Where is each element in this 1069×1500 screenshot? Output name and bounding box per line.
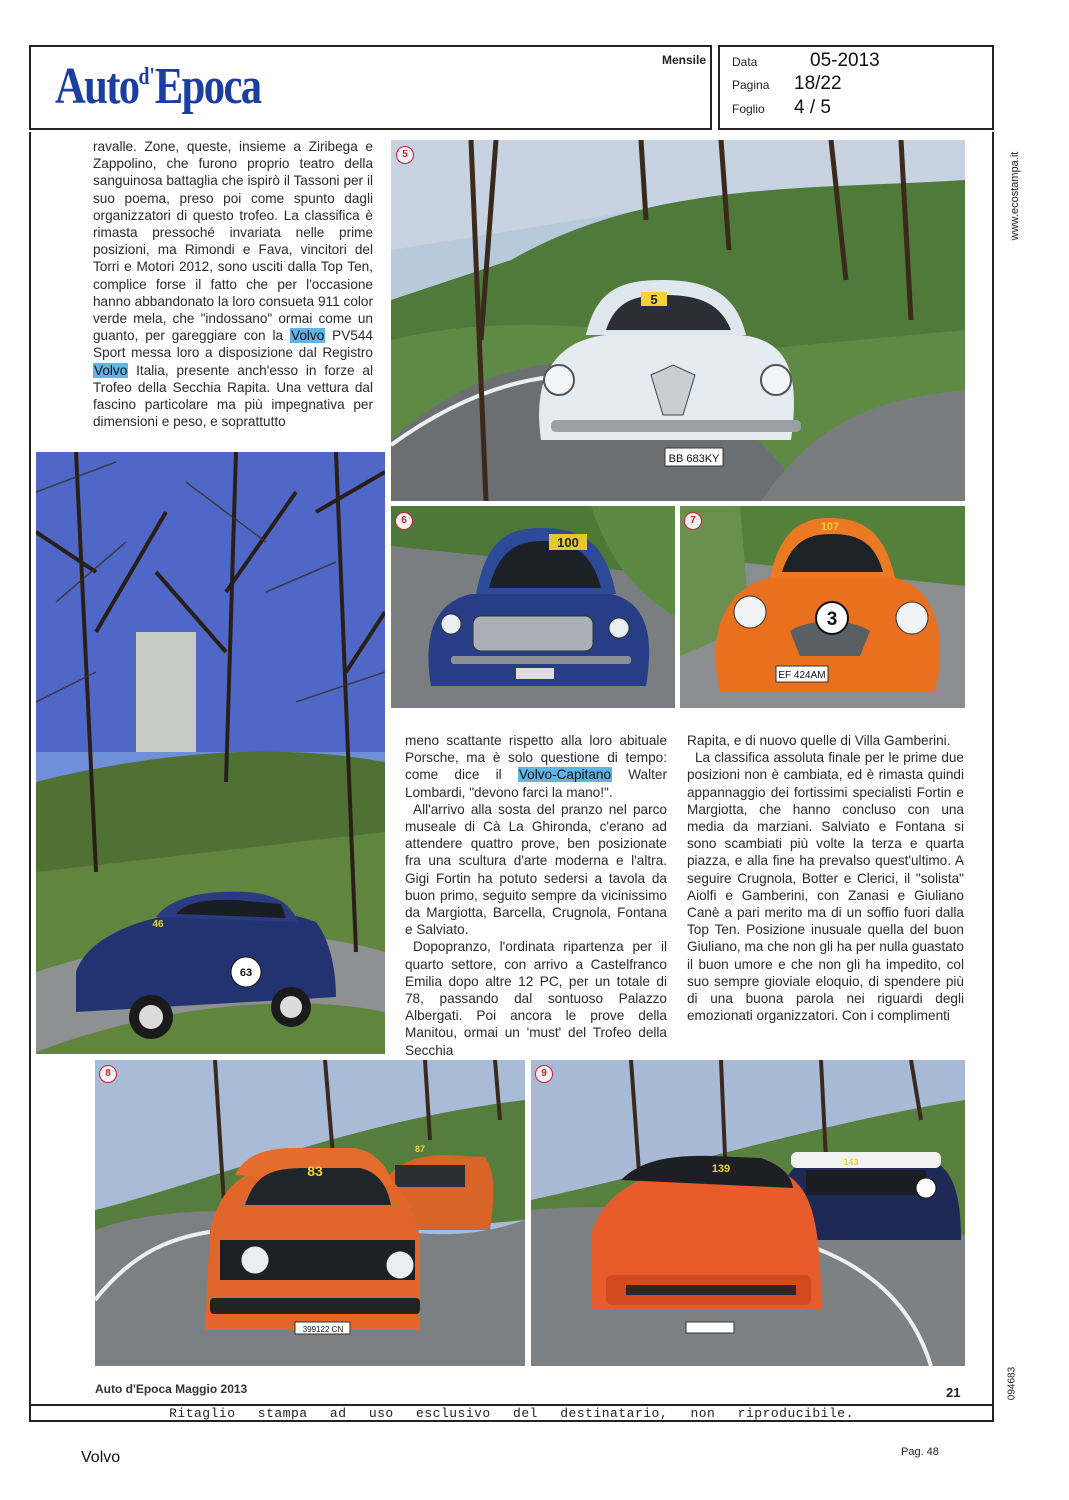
paragraph: La classifica assoluta finale per le prime due posizioni non è cambiata, ed è rimasta quindi appannaggio dei fortissimi specialisti Fortin e Margiotta, che hanno concluso con una media da marziani. Salviato e Fontana si sono scambiati più volte la terza e quarta piazza, e alla fine ha prevalso quest'ultimo. A seguire Crugnola, Botter e Clerici, il "solista" Aiolfi e Gamberini, con Zanasi e Giuliano Canè a pari merito ma di un soffio fuori dalla Top Ten. Posizione inusuale quella del buon Giuliano, ma che non gli ha per nulla guastato il buon umore e che non gli ha impedito, col suo sempre gioviale eloquio, di spendere più di una buona parola nei riguardi degli emozionati organizzatori. Con i complimenti <box>687 750 964 1024</box>
race-number: 100 <box>557 535 579 550</box>
volvo-capitano-highlight: Volvo-Capitano <box>518 767 612 783</box>
race-number: 5 <box>650 292 658 307</box>
race-number: 63 <box>239 967 253 979</box>
top-number: 46 <box>152 919 164 930</box>
photo-badge: 6 <box>395 512 413 530</box>
volvo-highlight: Volvo <box>94 362 128 378</box>
page-number: 21 <box>946 1385 961 1400</box>
article-column-3 <box>687 732 964 1024</box>
license-plate: BB 683KY <box>668 453 720 465</box>
paragraph: Dopopranzo, l'ordinata ripartenza per il quarto settore, con arrivo a Castelfranco Emilia dopo altre 12 PC, per un totale di 78, passando dal sontuoso Palazzo Albergati. Poi ancora le prove della Manitou, ormai un 'must' del Trofeo della Secchia <box>405 939 667 1058</box>
volvo-highlight: Volvo <box>291 328 325 344</box>
meta-box <box>718 45 994 130</box>
header-box <box>29 45 712 130</box>
sheet-label: Foglio <box>732 102 765 116</box>
side-url: www.ecostampa.it <box>1009 151 1021 241</box>
date-label: Data <box>732 55 758 69</box>
client-name: Volvo <box>81 1449 121 1466</box>
paragraph: Rapita, e di nuovo quelle di Villa Gamberini. <box>687 733 951 748</box>
race-number: 3 <box>826 609 838 630</box>
photo-renault-4cv <box>36 452 385 1054</box>
photo-badge: 7 <box>684 512 702 530</box>
page-value: 18/22 <box>794 73 842 94</box>
photo-8-autobianchi <box>95 1060 525 1366</box>
disclaimer: Ritaglio stampa ad uso esclusivo del destinatario, non riproducibile. <box>169 1406 854 1421</box>
magazine-issue: Auto d'Epoca Maggio 2013 <box>95 1382 248 1396</box>
license-plate: EF 424AM <box>778 670 826 681</box>
article-column-2: meno scattante rispetto alla loro abituale Porsche, ma è solo questione di tempo: come dice il Volvo-Capitano Walter Lombardi, "devono farci la mano!". All'arrivo alla sosta del pranzo nel parco museale di Cà La Ghironda, c'erano ad attendere quattro prove, ben posizionate fra una scultura d'arte moderna e l'altra. Gigi Fortin ha potuto sedersi a tavola da buon primo, seguito sempre da vicinissimo da Margiotta, Barcella, Crugnola, Fontana e Salviato. Dopopranzo, l'ordinata ripartenza per il quarto settore, con arrivo a Castelfranco Emilia dopo altre 12 PC, per un totale di 78, passando dal sontuoso Palazzo Albergati. Poi ancora le prove della Manitou, ormai un 'must' del Trofeo della Secchia <box>405 733 667 1058</box>
date-value: 05-2013 <box>810 50 880 71</box>
magazine-logo: Auto$^{d'}$Epoca <box>55 58 261 115</box>
photo-7-orange-sportscar <box>680 506 965 708</box>
page-label: Pagina <box>732 78 770 92</box>
article-column-1: ravalle. Zone, queste, insieme a Ziribega e Zappolino, che furono proprio teatro della sanguinosa battaglia che ispirò il Tassoni per il suo poema, preso poi come spunto dagli organizzatori di questo trofeo. La classifica è rimasta pressoché invariata nelle prime posizioni, ma Rimondi e Fava, vincitori del Torri e Motori 2012, sono usciti dalla Top Ten, complice forse il fatto che per l'occasione hanno abbandonato la loro consueta 911 color verde mela, che "indossano" ormai come un guanto, per gareggiare con la Volvo PV544 Sport messa loro a disposizione dal Registro Volvo Italia, presente anch'esso in forze al Trofeo della Secchia Rapita. Una vettura dal fascino particolare ma più impegnativa per dimensioni e peso, e soprattutto <box>93 139 374 430</box>
photo-badge: 9 <box>535 1065 553 1083</box>
photo-6-lancia-flavia <box>391 506 675 708</box>
sheet-value: 4 / 5 <box>794 97 831 118</box>
clip-page: Pag. 48 <box>901 1446 939 1458</box>
photo-badge: 8 <box>99 1065 117 1083</box>
side-code: 094683 <box>1006 1366 1018 1401</box>
top-number: 107 <box>820 521 840 533</box>
second-number: 143 <box>843 1157 859 1167</box>
race-number: 139 <box>711 1163 731 1175</box>
second-number: 87 <box>414 1144 426 1154</box>
paragraph: All'arrivo alla sosta del pranzo nel parco museale di Cà La Ghironda, c'erano ad attendere quattro prove, ben posizionate fra una scultura d'arte moderna e l'altra. Gigi Fortin ha potuto sedersi a tavola da buon primo, seguito sempre da vicinissimo da Margiotta, Barcella, Crugnola, Fontana e Salviato. <box>405 801 667 938</box>
license-plate: 399122 CN <box>302 1325 344 1334</box>
race-number: 83 <box>307 1163 323 1179</box>
photo-5-alfa-giulietta <box>391 140 965 501</box>
frequency-label: Mensile <box>661 53 706 67</box>
photo-badge: 5 <box>396 146 414 164</box>
photo-9-ferrari-mini <box>531 1060 965 1366</box>
